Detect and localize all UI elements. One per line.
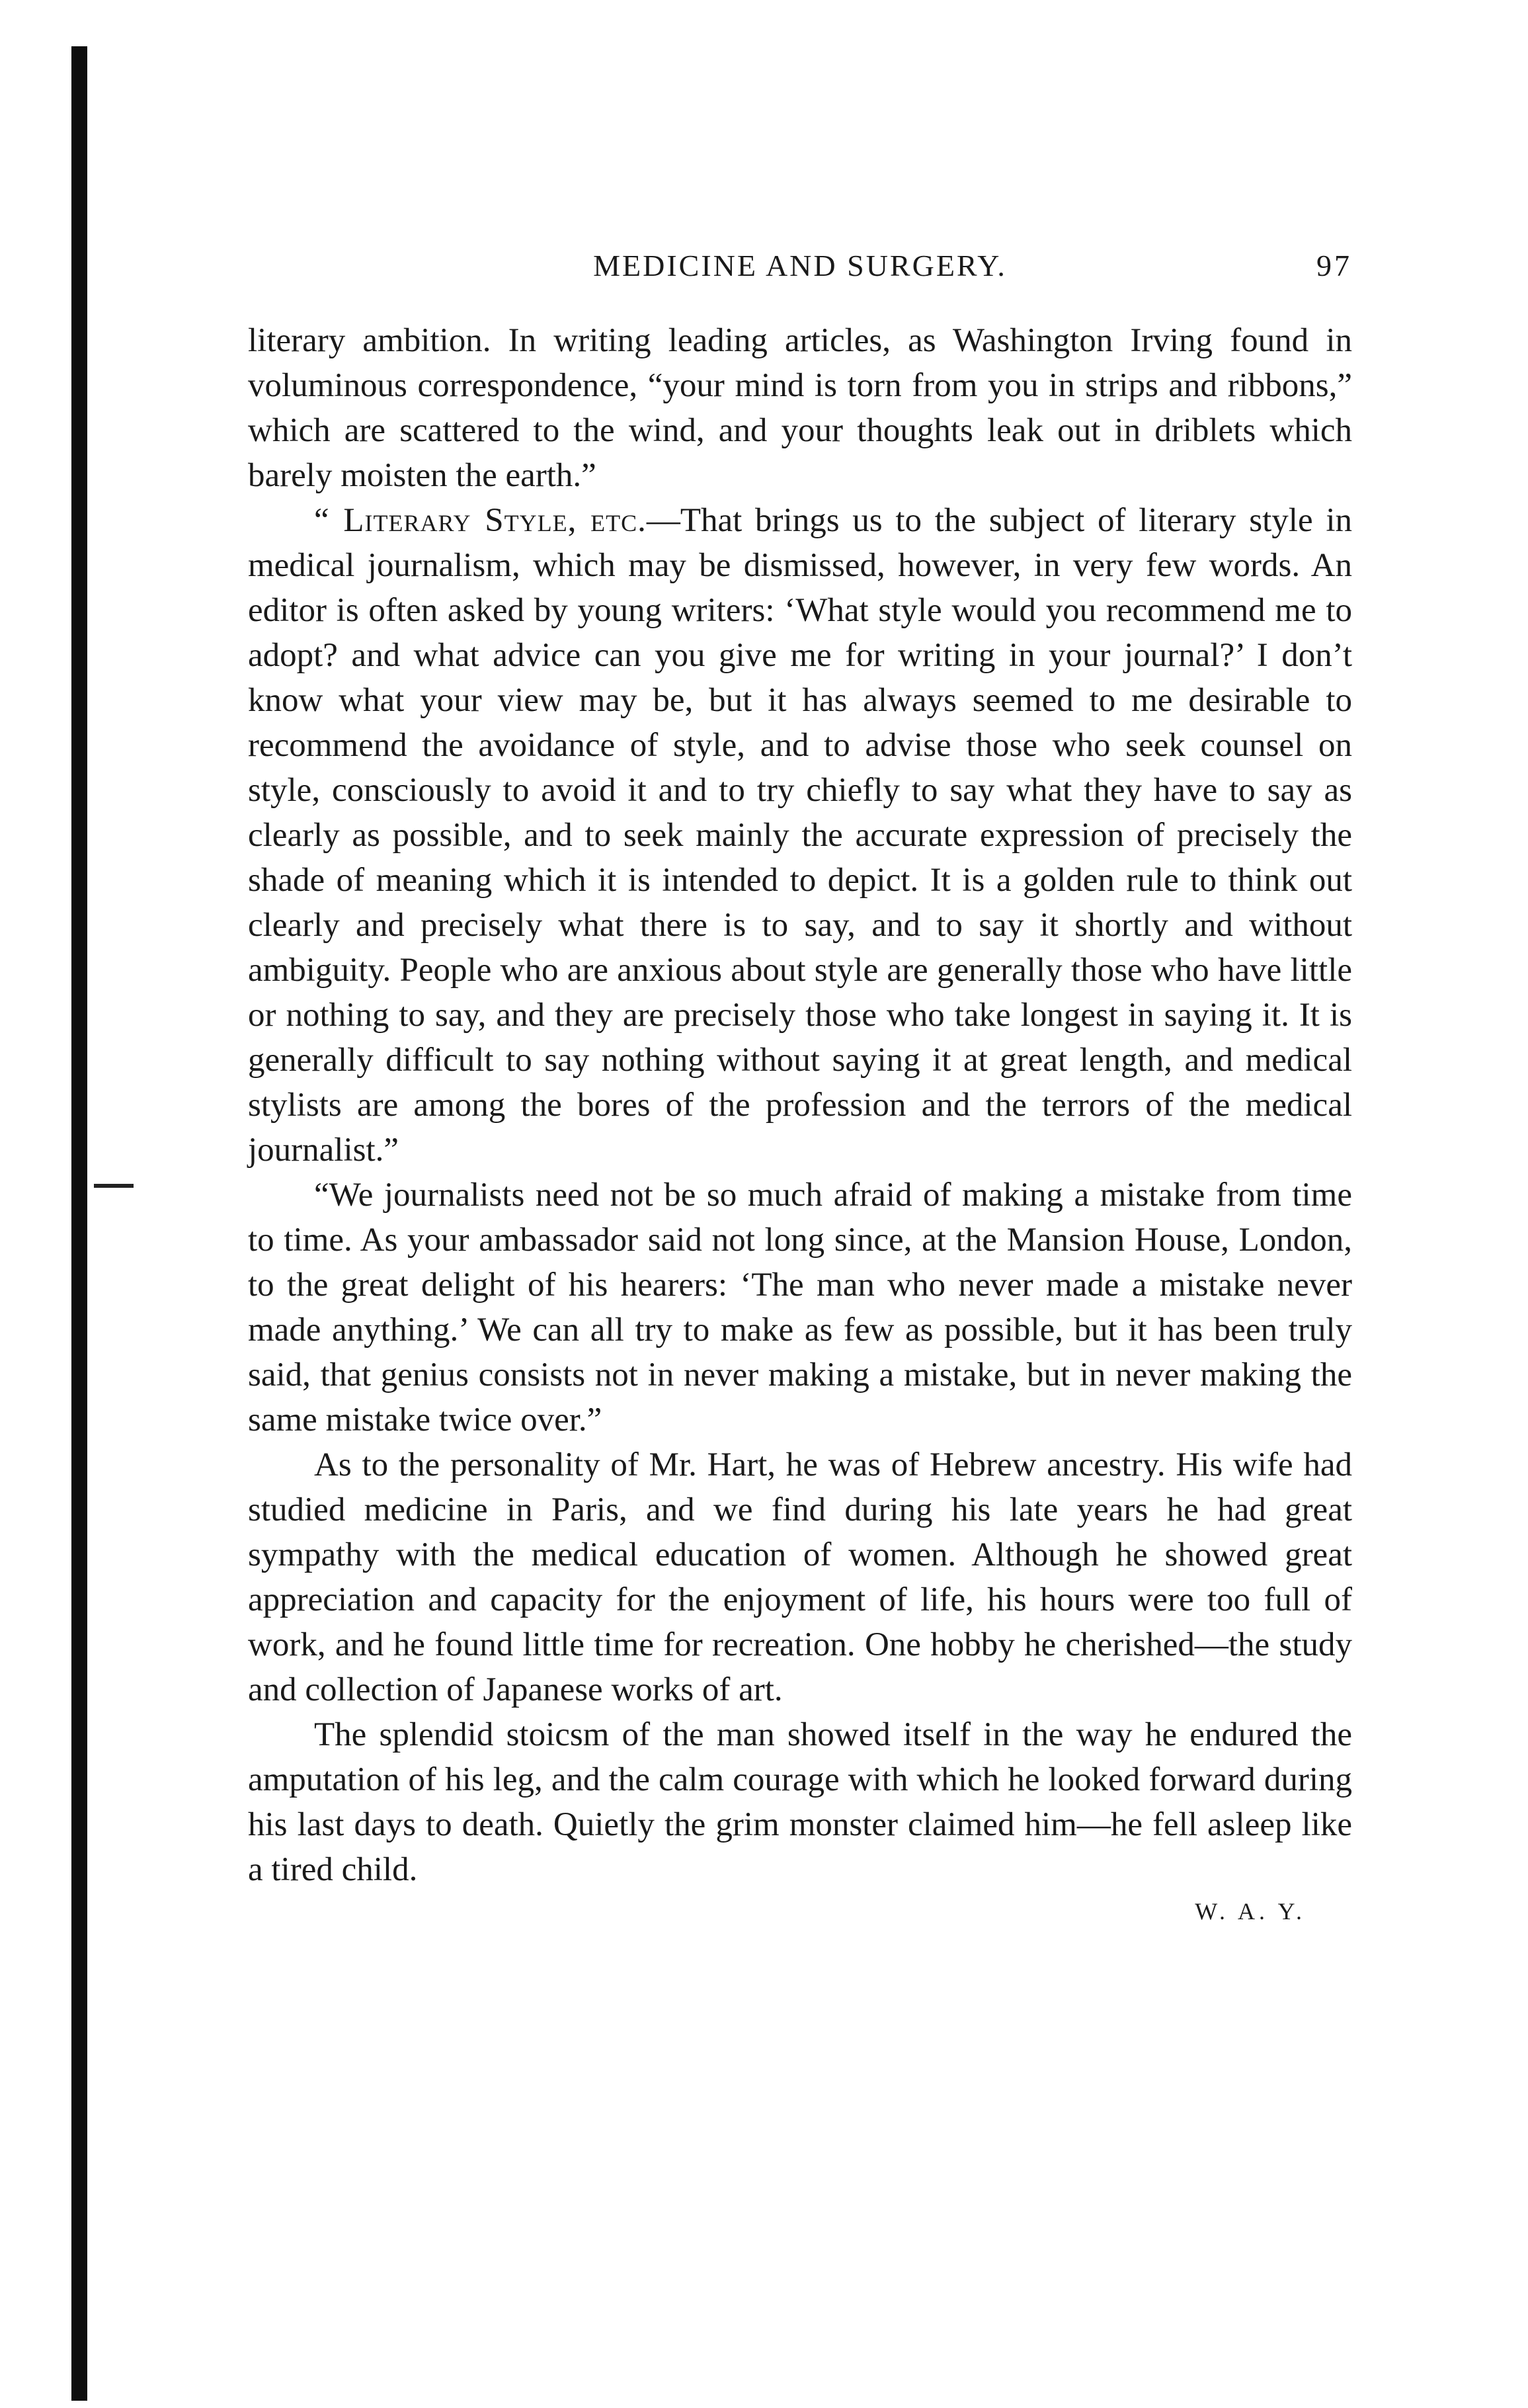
body-text <box>248 318 1352 1892</box>
paragraph-2-body: —That brings us to the subject of literary style in medical journalism, which may be dismissed, however, in very few words. An editor is often asked by young writers: ‘What style would you recommend me to adopt? and what advice can you give me for writing in your journal?’ I don’t know what your view may be, but it has always seemed to me desirable to recommend the avoidance of style, and to advise those who seek counsel on style, consciously to avoid it and to try chiefly to say what they have to say as clearly as possible, and to seek mainly the accurate expression of precisely the shade of meaning which it is intended to depict. It is a golden rule to think out clearly and precisely what there is to say, and to say it shortly and without ambiguity. People who are anxious about style are generally those who have little or nothing to say, and they are precisely those who take longest in saying it. It is generally difficult to say nothing without saying it at great length, and medical stylists are among the bores of the profession and the terrors of the medical journalist.” <box>248 502 1352 1169</box>
paragraph-5: The splendid stoicsm of the man showed itself in the way he endured the amputation of his leg, and the calm courage with which he looked forward during his last days to death. Quietly the grim monster claimed him—he fell asleep like a tired child. <box>248 1716 1352 1888</box>
paragraph-3: “We journalists need not be so much afraid of making a mistake from time to time. As your ambassador said not long since, at the Mansion House, London, to the great delight of his hearers: ‘The man who never made a mistake never made anything.’ We can all try to make as few as possible, but it has been truly said, that genius consists not in never making a mistake, but in never making the same mistake twice over.” <box>248 1177 1352 1438</box>
paragraph-4: As to the personality of Mr. Hart, he was of Hebrew ancestry. His wife had studied medicine in Paris, and we find during his late years he had great sympathy with the medical education of women. Although he showed great appreciation and capacity for the enjoyment of life, his hours were too full of work, and he found little time for recreation. One hobby he cherished—the study and collection of Japanese works of art. <box>248 1446 1352 1708</box>
paragraph-2 <box>248 498 1352 1173</box>
binding-mark <box>94 1184 134 1188</box>
author-signature: W. A. Y. <box>1195 1898 1306 1925</box>
book-page <box>248 248 1352 1925</box>
book-binding-edge <box>71 46 87 2401</box>
paragraph-1: literary ambition. In writing leading articles, as Washington Irving found in voluminous correspondence, “your mind is torn from you in strips and ribbons,” which are scattered to the wind, and your thoughts leak out in driblets which barely moisten the earth.” <box>248 322 1352 494</box>
section-heading-literary-style: “ Literary Style, etc. <box>314 502 647 539</box>
running-title: MEDICINE AND SURGERY. <box>593 249 1007 282</box>
page-number: 97 <box>1316 249 1352 282</box>
page-header <box>248 248 1352 294</box>
